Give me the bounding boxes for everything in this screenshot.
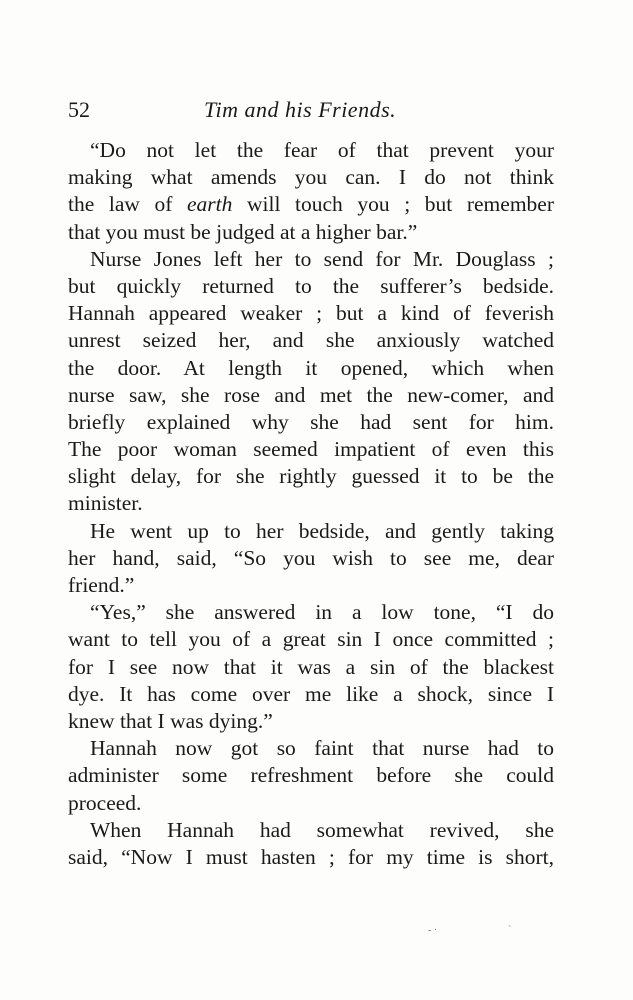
- text-line: “Do not let the fear of that prevent your: [90, 138, 554, 162]
- text-line: that you must be judged at a higher bar.”: [68, 219, 418, 244]
- text-line: “Yes,” she answered in a low tone, “I do: [90, 600, 554, 625]
- print-speck: `: [508, 925, 512, 936]
- text-line: briefly explained why she had sent for him.: [68, 409, 554, 434]
- text-line: the door. At length it opened, which when: [68, 355, 554, 380]
- text-line: When Hannah had somewhat revived, she: [90, 817, 554, 842]
- print-speck: - ·: [428, 925, 438, 936]
- text-line: for I see now that it was a sin of the blackest: [68, 654, 554, 679]
- text-line: Nurse Jones left her to send for Mr. Douglass ;: [90, 246, 554, 271]
- text-line: the law of earth will touch you ; but remember: [68, 192, 554, 217]
- text-line: Hannah now got so faint that nurse had to: [90, 736, 554, 761]
- text-line: minister.: [68, 491, 143, 516]
- text-line: proceed.: [68, 790, 142, 815]
- text-line: knew that I was dying.”: [68, 708, 273, 733]
- text-line: making what amends you can. I do not think: [68, 165, 554, 190]
- body-text: [68, 137, 554, 871]
- text-line: administer some refreshment before she could: [68, 763, 554, 788]
- running-title: Tim and his Friends.: [204, 97, 397, 122]
- text-line: want to tell you of a great sin I once committed ;: [68, 627, 554, 652]
- text-line: friend.”: [68, 573, 135, 597]
- text-line: dye. It has come over me like a shock, since I: [68, 681, 554, 706]
- text-line: unrest seized her, and she anxiously watched: [68, 328, 554, 353]
- text-line: Hannah appeared weaker ; but a kind of feverish: [68, 301, 554, 326]
- text-line: slight delay, for she rightly guessed it to be the: [68, 464, 554, 489]
- text-line: nurse saw, she rose and met the new-comer, and: [68, 382, 554, 407]
- text-line: He went up to her bedside, and gently taking: [90, 518, 554, 543]
- text-line: her hand, said, “So you wish to see me, dear: [68, 545, 554, 570]
- text-line: The poor woman seemed impatient of even this: [68, 437, 554, 462]
- text-line: but quickly returned to the sufferer’s bedside.: [68, 273, 554, 298]
- page-number: 52: [68, 97, 90, 122]
- page-header: [68, 97, 558, 129]
- text-line: said, “Now I must hasten ; for my time is short,: [68, 844, 554, 869]
